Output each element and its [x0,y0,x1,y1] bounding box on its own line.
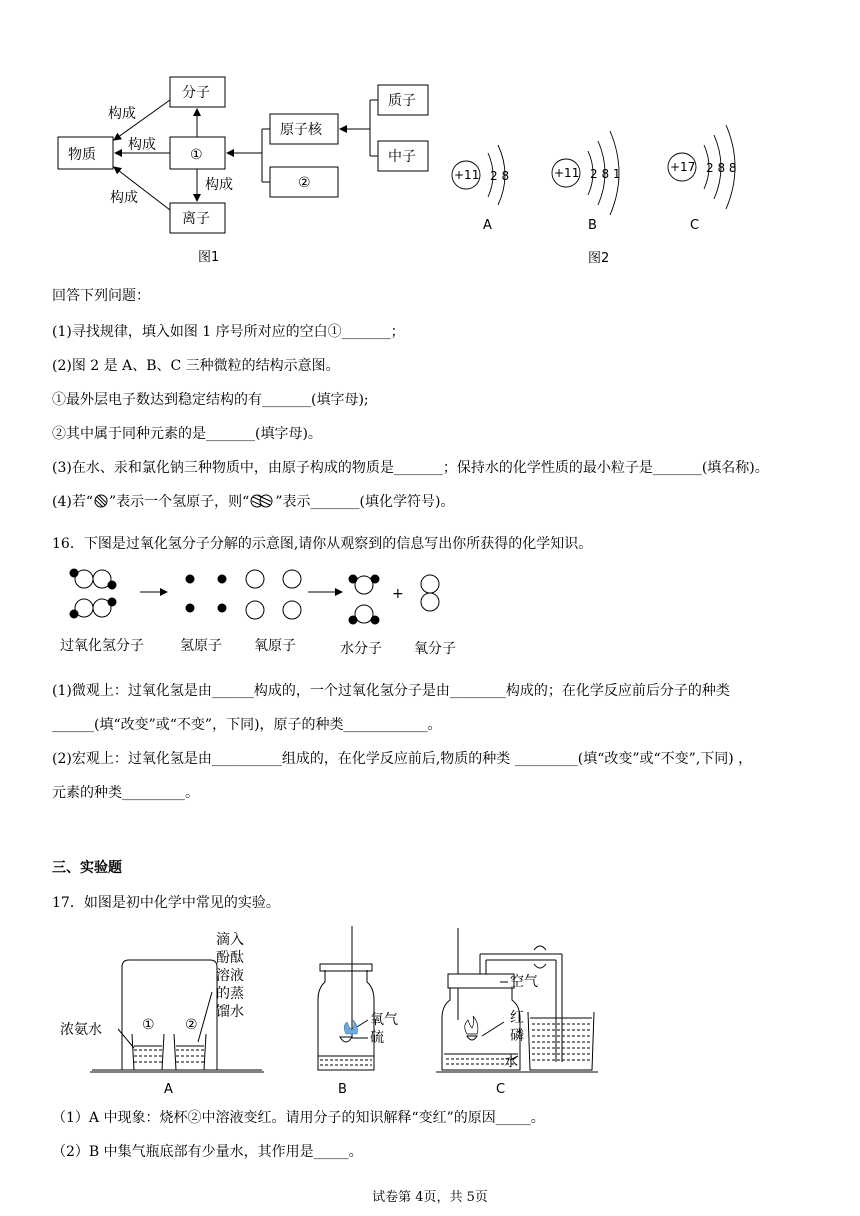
q15-part2b: ②其中属于同种元素的是_______(填字母)。 [52,426,322,442]
q16-stem: 16．下图是过氧化氢分子分解的示意图,请你从观察到的信息写出你所获得的化学知识。 [52,536,593,552]
label-water-molecule: 水分子 [340,641,382,657]
ion-label: 离子 [182,211,210,227]
fig-a-label: A [164,1082,173,1097]
atom-b-label: B [588,218,597,233]
hydrogen-atom-icon [93,494,109,508]
fig-a-side-label-line: 的蒸 [216,986,244,1002]
fig-a-ammonia-label: 浓氨水 [60,1022,102,1038]
fig-a-side-label [216,932,248,1020]
compose-label-down: 构成 [205,177,233,193]
q15-part4-mid: ”表示一个氢原子，则“ [109,494,250,510]
oxygen-atom [246,570,264,588]
q15-part4-pre: (4)若“ [52,494,93,510]
label-oxygen-molecule: 氧分子 [414,641,456,657]
label-h2o2-molecule: 过氧化氢分子 [60,638,144,654]
fig-c-water-label: 水 [504,1054,518,1070]
fig-c-phosphorus-label [510,1010,528,1044]
q16-part2a: (2)宏观上：过氧化氢是由__________组成的，在化学反应前后,物质的种类 _________(填“改变”或“不变”,下同) ， [52,751,753,767]
atom-b-charge: +11 [554,166,580,180]
oxygen-atom [246,601,264,619]
blank1-label: ① [190,147,203,163]
atom-a-charge: +11 [454,168,480,182]
hydrogen-molecule-icon [249,494,275,508]
blank2-label: ② [298,175,311,191]
fig-a-side-label-line: 滴入 [216,932,244,948]
figure-1-caption: 图1 [198,250,220,265]
neutron-label: 中子 [388,149,416,165]
atom-c-label: C [690,218,700,233]
oxygen-atom [283,570,301,588]
fig-c-phosphorus-label-line: 红 [510,1010,524,1026]
water-molecule [349,605,379,624]
figure-2-caption: 图2 [588,251,610,265]
fig-a-beaker1-label: ① [142,1017,155,1033]
fig-a-side-label-line: 溶液 [216,968,244,984]
fig-b-label: B [338,1082,347,1097]
oxygen-atom [283,601,301,619]
hydrogen-atom [218,575,226,583]
atom-c-charge: +17 [670,160,696,174]
figure-1-concept-map [50,70,450,270]
fig-a-side-label-line: 馏水 [216,1004,244,1020]
atom-a-label: A [483,218,492,233]
section-title: 三、实验题 [52,860,122,876]
molecule-label: 分子 [182,85,210,101]
q16-part1b: ______(填“改变”或“不变”，下同)，原子的种类____________。 [52,717,442,733]
hydrogen-atom [218,604,226,612]
q15-part1: (1)寻找规律，填入如图 1 序号所对应的空白①_______； [52,324,405,340]
atom-a-electrons: 2 8 [490,169,510,183]
h2o2-decomposition-diagram [52,562,472,662]
q17-part1: （1）A 中现象：烧杯②中溶液变红。请用分子的知识解释“变红”的原因_____。 [52,1110,545,1126]
q17-stem: 17．如图是初中化学中常见的实验。 [52,895,280,911]
h2o2-molecule [70,598,116,618]
compose-label-bottom: 构成 [110,190,138,206]
q17-experiment-figures [52,922,612,1097]
sulfur-flame-icon [344,1020,357,1034]
q15-intro: 回答下列问题： [52,288,150,304]
atom-c-electrons: 2 8 8 [706,161,737,175]
q15-part2: (2)图 2 是 A、B、C 三种微粒的结构示意图。 [52,358,340,374]
fig-b-oxygen-label: 氧气 [370,1012,398,1028]
q15-part4-post: ”表示_______(填化学符号)。 [275,494,455,510]
figure-b-gas-bottle [318,926,374,1070]
plus-sign: + [392,586,404,602]
figure-2-atom-structures [440,105,770,265]
fig-a-beaker2-label: ② [185,1017,198,1033]
q15-part3: (3)在水、汞和氯化钠三种物质中，由原子构成的物质是_______；保持水的化学性质的最小粒子是_______(填名称)。 [52,460,769,476]
fig-b-sulfur-label: 硫 [370,1030,384,1046]
water-molecule [349,575,379,594]
q16-part2b: 元素的种类_________。 [52,785,199,801]
q15-part2a: ①最外层电子数达到稳定结构的有_______(填字母); [52,392,369,408]
substance-label: 物质 [68,147,96,163]
q15-part4 [52,492,454,512]
h2o2-molecule [70,569,116,589]
label-oxygen-atom: 氧原子 [254,638,296,654]
fig-c-air-label: 空气 [510,974,538,990]
oxygen-molecule [421,575,439,611]
q17-part2: （2）B 中集气瓶底部有少量水，其作用是_____。 [52,1144,363,1160]
fig-c-phosphorus-label-line: 磷 [510,1028,524,1044]
figure-c-apparatus [436,928,598,1072]
compose-label-mid: 构成 [128,137,156,153]
nucleus-label: 原子核 [280,122,322,138]
fig-c-label: C [496,1082,506,1097]
fig-a-side-label-line: 酚酞 [216,950,244,966]
proton-label: 质子 [388,93,416,109]
phosphorus-flame-icon [465,1016,478,1034]
hydrogen-atom [186,575,194,583]
compose-label-top: 构成 [108,106,136,122]
page-footer: 试卷第 4页，共 5页 [372,1190,488,1205]
atom-b-electrons: 2 8 1 [590,167,621,181]
q16-part1a: (1)微观上：过氧化氢是由______构成的，一个过氧化氢分子是由________构成的；在化学反应前后分子的种类 [52,683,730,699]
label-hydrogen-atom: 氢原子 [180,638,222,654]
hydrogen-atom [186,604,194,612]
